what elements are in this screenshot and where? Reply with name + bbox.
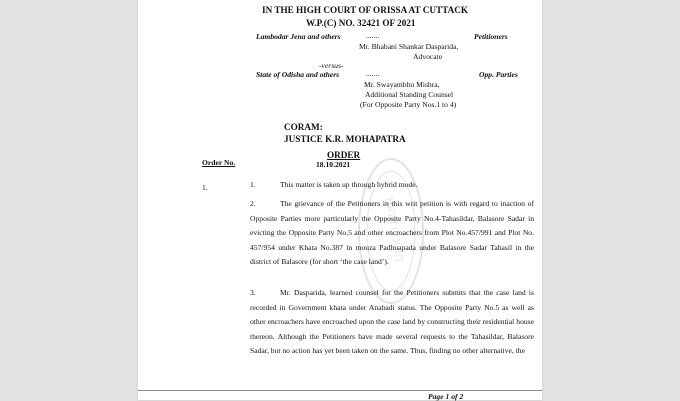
petitioners-label: Petitioners	[474, 32, 508, 41]
paragraph-text: Mr. Dasparida, learned counsel for the Petitioners submits that the case land is recorded in Government khata under Anabadi status. The Opposite Party No.5 as well as other encroachers have encroached upon the case land by constructing their residential house thereon. Although the Petitioners have made several requests to the Tahasildar, Balasore Sadar, but no action has yet been taken on the same. Thus, finding no other alternative, the	[250, 288, 534, 356]
order-title: ORDER	[327, 150, 361, 160]
footer-divider	[138, 390, 542, 391]
order-number-column-label: Order No.	[202, 158, 236, 167]
versus-label: -versus-	[319, 61, 344, 70]
opposite-counsel-role: Additional Standing Counsel	[365, 90, 454, 99]
paragraph-number: 2.	[250, 199, 256, 208]
petitioner-counsel: Mr. Bhabani Shankar Dasparida,	[359, 42, 459, 51]
court-seal-watermark	[356, 156, 426, 306]
order-number: 1.	[202, 183, 208, 192]
case-number: W.P.(C) NO. 32421 OF 2021	[306, 18, 416, 28]
opposite-parties-label: Opp. Parties	[479, 70, 518, 79]
paragraph-number: 1.	[250, 180, 256, 189]
order-date: 18.10.2021	[316, 160, 351, 169]
opposite-counsel: Mr. Swayambhu Mishra,	[364, 80, 440, 89]
dots-opposite: .......	[366, 69, 380, 78]
opposite-counsel-note: (For Opposite Party Nos.1 to 4)	[360, 100, 457, 109]
dots-petitioners: .......	[366, 31, 380, 40]
watermark-text: HIGH COURT	[382, 196, 406, 265]
petitioner-counsel-role: Advocate	[413, 52, 443, 61]
paragraph-text: This matter is taken up through hybrid mode.	[280, 180, 418, 189]
paragraph-number: 3.	[250, 288, 256, 297]
paragraph-text: The grievance of the Petitioners in this writ petition is with regard to inaction of Opposite Parties more particularly the Opposite Party No.4-Tahasildar, Balasore Sadar in evicting the Opposite Party No.5 and other encroachers from Plot No.457/991 and Plot No. 457/954 under Khata No.387 in mouza Padhuapada under Balasore Sadar Tahasil in the district of Balasore (for short ‘the case land’).	[250, 199, 534, 267]
judge-name: JUSTICE K.R. MOHAPATRA	[284, 134, 406, 144]
petitioners-name: Lambodar Jena and others	[256, 32, 341, 41]
coram-label: CORAM:	[284, 122, 323, 132]
court-title: IN THE HIGH COURT OF ORISSA AT CUTTACK	[262, 5, 469, 15]
document-page	[138, 0, 542, 400]
opposite-parties-name: State of Odisha and others	[256, 70, 340, 79]
page-number-label: Page 1 of 2	[428, 392, 464, 401]
